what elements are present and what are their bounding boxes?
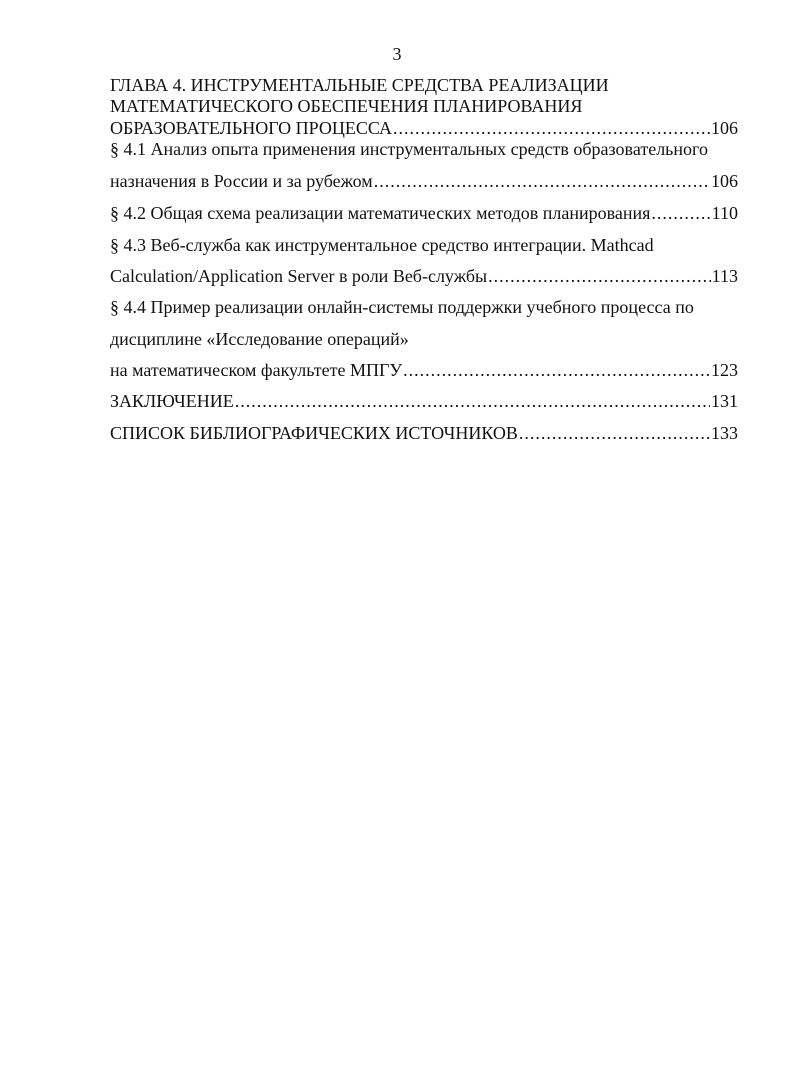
toc-section-4-4-title-end: на математическом факультете МПГУ — [110, 360, 403, 380]
toc-section-4-2-page: 110 — [711, 203, 738, 223]
dot-leader — [393, 118, 710, 138]
toc-chapter4-line2: МАТЕМАТИЧЕСКОГО ОБЕСПЕЧЕНИЯ ПЛАНИРОВАНИЯ — [110, 96, 583, 116]
toc-section-4-4-line3 — [110, 360, 738, 380]
toc-bibliography-title: СПИСОК БИБЛИОГРАФИЧЕСКИХ ИСТОЧНИКОВ — [110, 423, 518, 443]
toc-section-4-1-title-end: назначения в России и за рубежом — [110, 171, 373, 191]
toc-section-4-4-line1: § 4.4 Пример реализации онлайн-системы поддержки учебного процесса по — [110, 297, 694, 317]
dot-leader — [374, 171, 710, 191]
toc-section-4-4-line2: дисциплине «Исследование операций» — [110, 329, 409, 349]
toc-section-4-1-line1: § 4.1 Анализ опыта применения инструментальных средств образовательного — [110, 139, 708, 159]
dot-leader — [488, 266, 711, 286]
toc-chapter4-line1: ГЛАВА 4. ИНСТРУМЕНТАЛЬНЫЕ СРЕДСТВА РЕАЛИЗАЦИИ — [110, 75, 609, 95]
dot-leader — [403, 360, 710, 380]
toc-conclusion-title: ЗАКЛЮЧЕНИЕ — [110, 391, 234, 411]
toc-section-4-3-title-end: Calculation/Application Server в роли Веб-службы — [110, 266, 488, 286]
dot-leader — [519, 423, 710, 443]
toc-section-4-3-line1: § 4.3 Веб-служба как инструментальное средство интеграции. Mathcad — [110, 235, 654, 255]
toc-section-4-2-title: § 4.2 Общая схема реализации математических методов планирования — [110, 203, 651, 223]
dot-leader — [235, 391, 710, 411]
toc-section-4-3-page: 113 — [711, 266, 738, 286]
toc-chapter4-page: 106 — [711, 118, 738, 138]
toc-bibliography — [110, 423, 738, 443]
page-number: 3 — [392, 44, 402, 64]
toc-conclusion — [110, 391, 738, 411]
toc-chapter4-line3 — [110, 118, 738, 138]
toc-section-4-3-line2 — [110, 266, 738, 286]
toc-section-4-1-line2 — [110, 171, 738, 191]
toc-section-4-2 — [110, 203, 738, 223]
toc-conclusion-page: 131 — [711, 391, 738, 411]
toc-section-4-4-page: 123 — [711, 360, 738, 380]
toc-chapter4-title-end: ОБРАЗОВАТЕЛЬНОГО ПРОЦЕССА — [110, 118, 392, 138]
toc-section-4-1-page: 106 — [711, 171, 738, 191]
toc-bibliography-page: 133 — [711, 423, 738, 443]
dot-leader — [651, 203, 710, 223]
